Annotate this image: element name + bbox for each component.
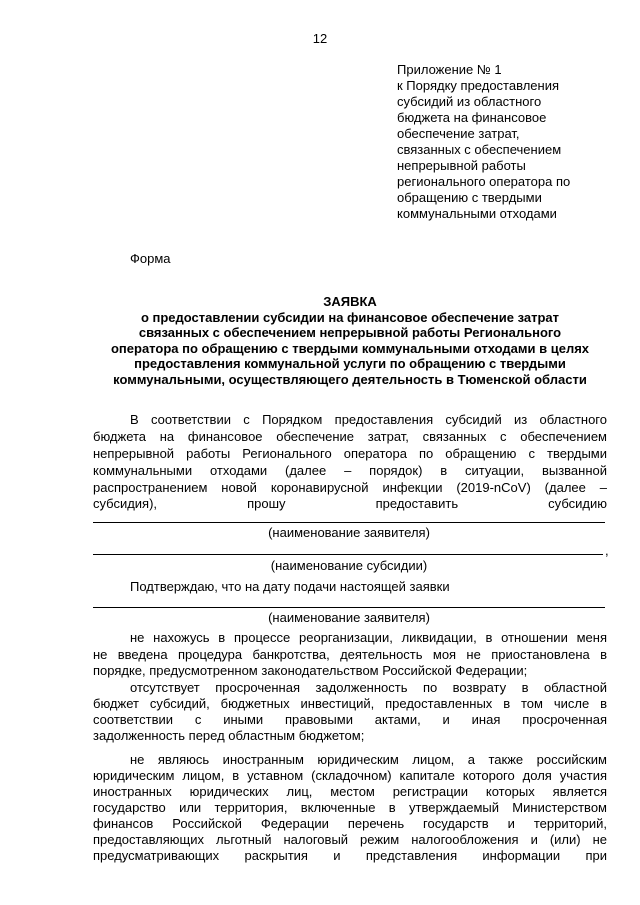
document-title [90, 294, 610, 387]
title-heading: ЗАЯВКА [323, 294, 377, 309]
subsidy-name-line[interactable] [93, 554, 603, 555]
applicant-name-line-2[interactable] [93, 607, 605, 608]
confirm-line: Подтверждаю, что на дату подачи настоящей заявки [130, 579, 450, 594]
appendix-line: бюджета на финансовое [397, 110, 547, 125]
appendix-line: обращению с твердыми [397, 190, 542, 205]
applicant-name-line[interactable] [93, 522, 605, 523]
form-label: Форма [130, 251, 171, 266]
body-line: непрерывной работы Регионального оператора по обращению с твердыми [93, 446, 607, 461]
caption-subsidy: (наименование субсидии) [270, 558, 428, 573]
body-line: финансов Российской Федерации перечень государств и территорий, [93, 816, 607, 831]
body-line: не нахожусь в процессе реорганизации, ликвидации, в отношении меня [130, 630, 607, 645]
body-line: предусматривающих раскрытия и представления информации при [93, 848, 607, 863]
body-line: юридическим лицом, в уставном (складочном) капитале которого доля участия [93, 768, 607, 783]
appendix-line: коммунальными отходами [397, 206, 557, 221]
body-line: иностранных юридических лиц, местом регистрации которых является [93, 784, 607, 799]
body-line: бюджет субсидий, бюджетных инвестиций, предоставленных в том числе в [93, 696, 607, 711]
title-line: коммунальными, осуществляющего деятельность в Тюменской области [113, 371, 587, 387]
title-line: предоставления коммунальной услуги по обращению с твердыми [134, 356, 566, 371]
appendix-line: к Порядку предоставления [397, 78, 559, 93]
body-line: предоставляющих льготный налоговый режим налогообложения и (или) не [93, 832, 607, 847]
body-line: распространением новой коронавирусной инфекции (2019-nCoV) (далее – [93, 480, 607, 495]
body-line: коммунальными отходами (далее – порядок) в ситуации, вызванной [93, 463, 607, 478]
title-line: о предоставлении субсидии на финансовое обеспечение затрат [140, 309, 560, 325]
appendix-line: Приложение № 1 [397, 62, 502, 77]
appendix-line: непрерывной работы [397, 158, 526, 173]
appendix-line: обеспечение затрат, [397, 126, 520, 141]
body-line: субсидия), прошу предоставить субсидию [93, 496, 607, 511]
body-line: отсутствует просроченная задолженность по возврату в областной [130, 680, 607, 695]
body-line: соответствии с иными правовыми актами, и иная просроченная [93, 712, 607, 727]
appendix-line: регионального оператора по [397, 174, 571, 189]
appendix-line: субсидий из областного [397, 94, 542, 109]
caption-applicant-2: (наименование заявителя) [268, 610, 430, 625]
title-line: связанных с обеспечением непрерывной работы Регионального [138, 325, 562, 340]
caption-applicant: (наименование заявителя) [268, 525, 430, 540]
body-line: порядке, предусмотренном законодательством Российской Федерации; [93, 663, 528, 678]
body-line: не введена процедура банкротства, деятельность моя не приостановлена в [93, 647, 607, 662]
appendix-line: связанных с обеспечением [397, 142, 562, 157]
body-line: В соответствии с Порядком предоставления субсидий из областного [130, 412, 607, 427]
body-line: задолженность перед областным бюджетом; [93, 728, 365, 743]
page-number: 12 [312, 31, 328, 46]
body-line: государство или территория, включенные в утверждаемый Министерством [93, 800, 607, 815]
body-line: не являюсь иностранным юридическим лицом, а также российским [130, 752, 607, 767]
body-line: бюджета на финансовое обеспечение затрат, связанных с обеспечением [93, 429, 607, 444]
trailing-comma: , [605, 543, 609, 558]
appendix-reference [397, 62, 627, 222]
title-line: оператора по обращению с твердыми коммунальными отходами в целях [110, 340, 590, 356]
